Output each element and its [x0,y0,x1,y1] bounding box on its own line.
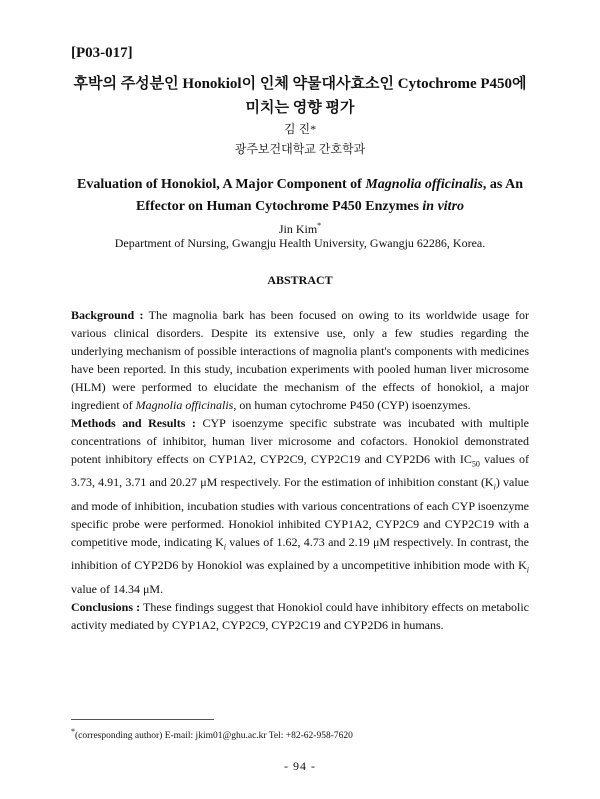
background-paragraph [71,306,529,414]
ki-sub-letter: i [223,542,227,552]
korean-affiliation: 광주보건대학교 간호학과 [234,142,366,156]
methods-paragraph [71,414,529,598]
conclusions-label: Conclusions : [71,599,141,614]
footnote-text: (corresponding author) E-mail: jkim01@ghu.ac.kr Tel: +82-62-958-7620 [75,731,353,742]
footnote [71,727,353,741]
conclusions-paragraph [71,598,529,634]
conclusions-text: These findings suggest that Honokiol could have inhibitory effects on metabolic activity mediated by CYP1A2, CYP2C9, CYP2C19 and CYP2D6 in humans. [71,599,529,632]
ki-sub-letter: i [526,565,529,575]
ki-subscript [527,566,529,575]
background-label: Background : [71,308,144,322]
abstract-heading: ABSTRACT [267,273,333,287]
english-title-line1 [0,177,600,193]
methods-text: values of 3.73, 4.91, 3.71 and 20.27 μM respectively. For the estimation of inhibition constant (K [71,452,529,490]
ki-sub-letter: i [493,482,496,492]
methods-text: ) value and mode of inhibition, incubation studies with various concentrations of each CYP isoenzyme specific probe were performed. Honokiol inhibited CYP1A2, CYP2C9 and CYP2C19 with a competitive mode, indicating K [71,475,530,549]
title-text: Evaluation of Honokiol, A Major Component of [77,177,366,192]
korean-title-line1: 후박의 주성분인 Honokiol이 인체 약물대사효소인 Cytochrome P450에 [73,76,527,92]
methods-label: Methods and Results : [71,416,196,430]
title-in-vitro: in vitro [422,199,465,214]
abstract-body [71,306,529,634]
background-species: Magnolia officinalis [135,398,234,412]
paper-code: [P03-017] [71,45,133,61]
title-text-end: , as An [482,177,523,192]
ic50-subscript: 50 [471,459,480,469]
author-name: Jin Kim [278,222,318,236]
footnote-mark: * [71,727,75,736]
methods-text: CYP isoenzyme specific substrate was incubated with multiple concentrations of inhibitor, human liver microsome and cofactors. Honokiol demonstrated potent inhibitory effects on CYP1A2, CYP2C9, CYP2C19 and CYP2D6 with IC [71,416,529,466]
korean-title-line2: 미치는 영향 평가 [245,100,355,116]
methods-text: value of 14.34 μM. [71,581,164,596]
methods-text: values of 1.62, 4.73 and 2.19 μM respectively. In contrast, the inhibition of CYP2D6 by Honokiol was explained by a uncompetitive inhibition mode with K [71,534,529,573]
author-mark: * [317,221,322,230]
page-number: - 94 - [284,759,316,773]
english-author [0,221,600,237]
korean-author: 김 진* [283,122,317,136]
title-text: Effector on Human Cytochrome P450 Enzymes [135,199,423,214]
background-text-end: , on human cytochrome P450 (CYP) isoenzymes. [233,398,471,412]
footnote-rule [71,719,214,720]
english-affiliation: Department of Nursing, Gwangju Health University, Gwangju 62286, Korea. [114,236,486,250]
english-title-line2 [0,199,600,215]
background-text: The magnolia bark has been focused on owing to its worldwide usage for various clinical disorders. Despite its extensive use, only a few studies regarding the underlying mechanism of possible interactions of magnolia plant's components with medicines have been reported. In this study, incubation experiments with pooled human liver microsome (HLM) were performed to elucidate the mechanism of the effects of honokiol, a major ingredient of [71,308,529,412]
title-species: Magnolia officinalis [365,177,483,192]
